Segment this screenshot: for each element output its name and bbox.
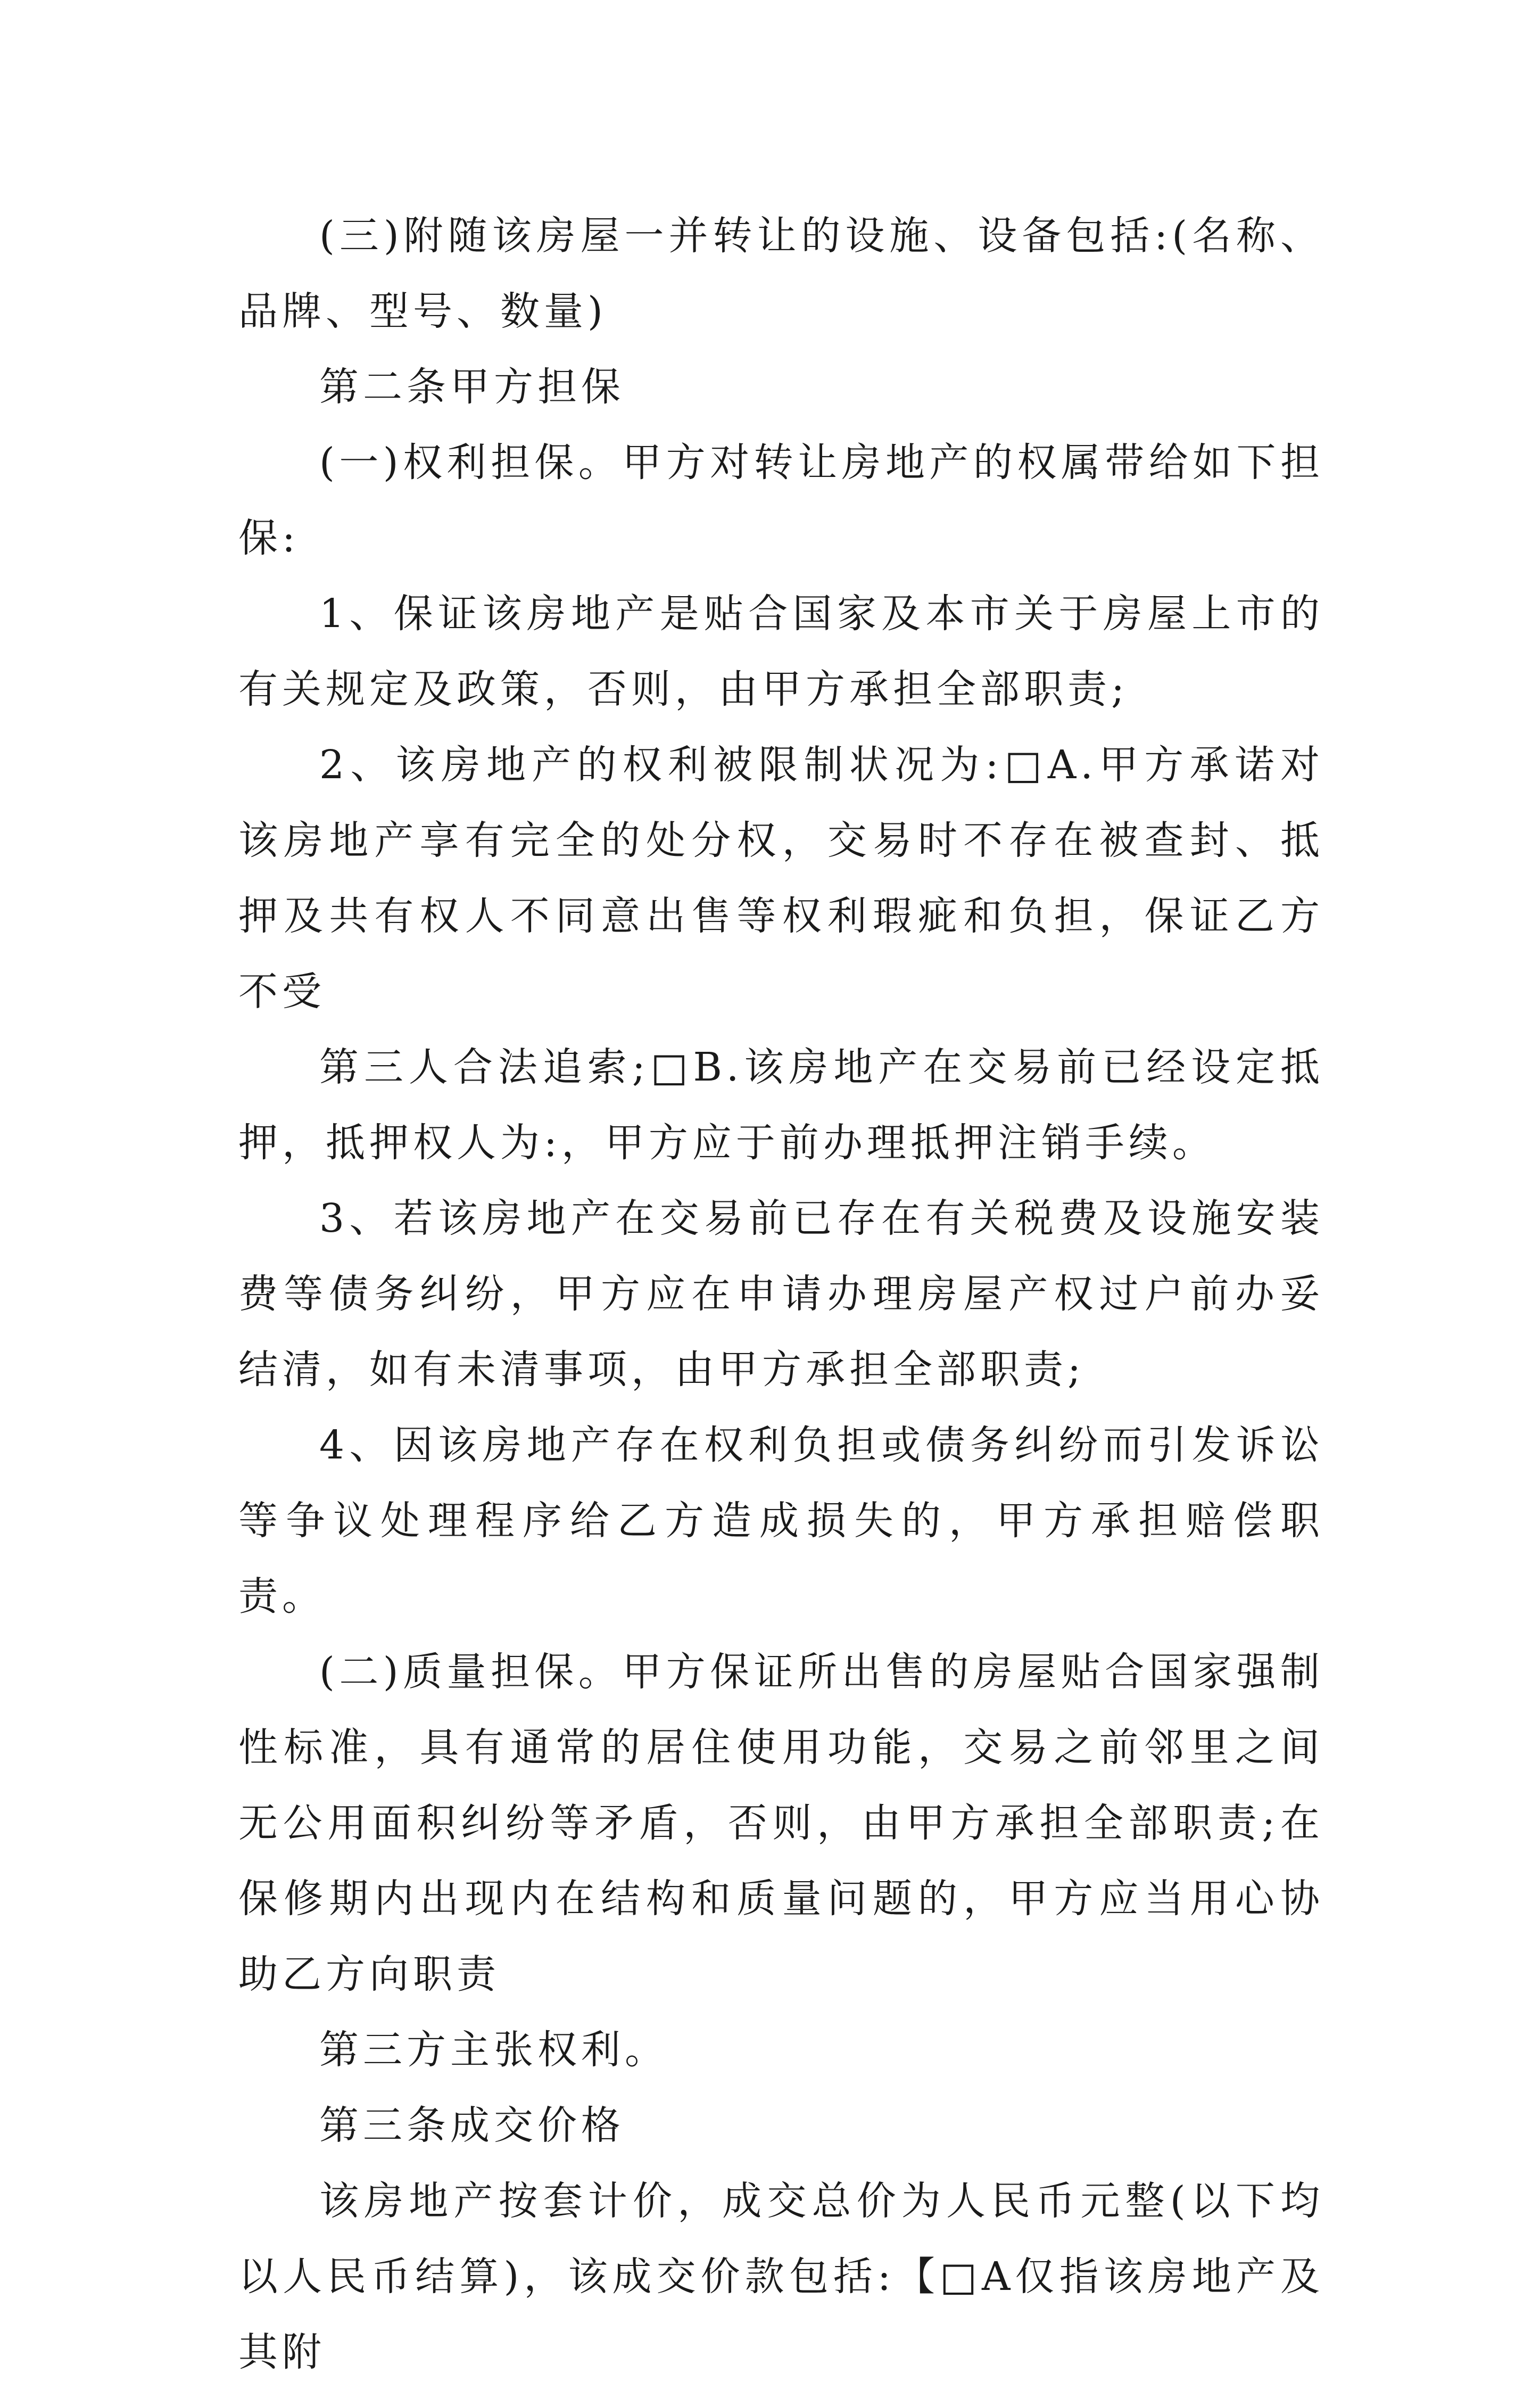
paragraph-item-2-continued: 第三人合法追索;□B.该房地产在交易前已经设定抵押，抵押权人为:，甲方应于前办理抵押注销手续。	[238, 1044, 1324, 1166]
paragraph-item-2: 2、该房地产的权利被限制状况为:□A.甲方承诺对该房地产享有完全的处分权，交易时不存在被查封、抵押及共有权人不同意出售等权利瑕疵和负担，保证乙方不受	[238, 742, 1324, 1015]
paragraph-item-4: 4、因该房地产存在权利负担或债务纠纷而引发诉讼等争议处理程序给乙方造成损失的，甲方承担赔偿职责。	[238, 1422, 1324, 1619]
paragraph-price: 该房地产按套计价，成交总价为人民币元整(以下均以人民币结算)，该成交价款包括:【□A仅指该房地产及其附	[238, 2178, 1324, 2375]
section-heading-article-3: 第三条成交价格	[319, 2103, 625, 2148]
paragraph-facilities: (三)附随该房屋一并转让的设施、设备包括:(名称、品牌、型号、数量)	[238, 213, 1324, 334]
section-heading-article-2: 第二条甲方担保	[319, 364, 625, 410]
paragraph-item-1: 1、保证该房地产是贴合国家及本市关于房屋上市的有关规定及政策，否则，由甲方承担全部职责;	[238, 591, 1324, 712]
paragraph-quality-continued: 第三方主张权利。	[319, 2027, 668, 2073]
paragraph-rights-guarantee: (一)权利担保。甲方对转让房地产的权属带给如下担保:	[238, 440, 1324, 561]
paragraph-item-3: 3、若该房地产在交易前已存在有关税费及设施安装费等债务纠纷，甲方应在申请办理房屋产权过户前办妥结清，如有未清事项，由甲方承担全部职责;	[238, 1196, 1324, 1392]
document-body	[238, 198, 1324, 2390]
paragraph-quality-guarantee: (二)质量担保。甲方保证所出售的房屋贴合国家强制性标准，具有通常的居住使用功能，交易之前邻里之间无公用面积纠纷等矛盾，否则，由甲方承担全部职责;在保修期内出现内在结构和质量问题的，甲方应当用心协助乙方向职责	[238, 1649, 1324, 1997]
